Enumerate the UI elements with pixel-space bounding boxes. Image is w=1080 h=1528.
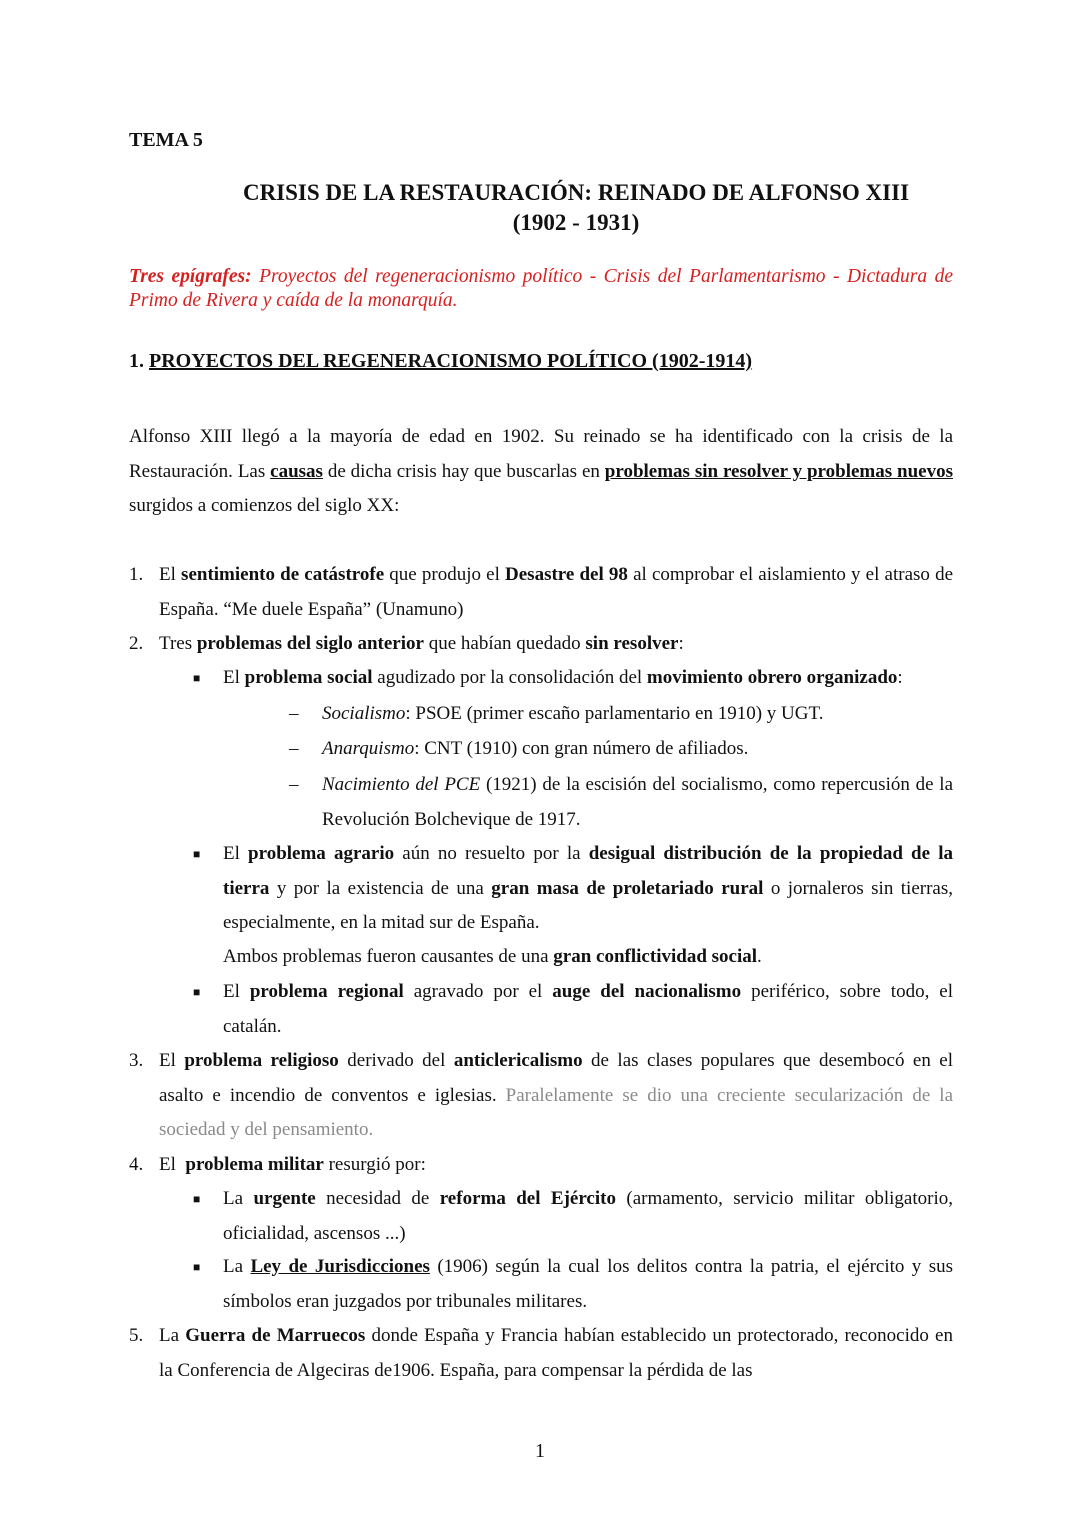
emphasis: problema religioso (184, 1050, 339, 1071)
text: : PSOE (primer escaño parlamentario en 1910) y UGT. (405, 703, 824, 724)
italic-term: Anarquismo (322, 738, 415, 759)
text: donde España y Francia habían establecido un protectorado, reconocido en la Conferencia de Algeciras de1906. España, para compensar la pérdida de las (159, 1325, 953, 1381)
emphasis: movimiento obrero organizado (646, 667, 898, 688)
text: resurgió por: (323, 1154, 426, 1175)
emphasis: problema agrario (248, 843, 395, 864)
emphasis: sentimiento de catástrofe (181, 564, 385, 585)
intro-paragraph (129, 420, 953, 524)
text: : CNT (1910) con gran número de afiliados. (414, 738, 749, 759)
list-item-5 (159, 1319, 953, 1388)
text: (1906) según la cual los delitos contra la patria, el ejército y sus símbolos eran juzgados por tribunales militares. (223, 1256, 954, 1312)
text: que habían quedado (423, 633, 586, 654)
text: o jornaleros sin tierras, especialmente, en la mitad sur de España. (223, 877, 953, 933)
text: surgidos a comienzos del siglo XX: (129, 495, 400, 516)
text: El (223, 981, 250, 1002)
emphasis: gran conflictividad social (553, 946, 758, 967)
text: al comprobar el aislamiento y el atraso de España. “Me duele España” (Unamuno) (159, 564, 954, 620)
text: que produjo el (384, 564, 506, 585)
text: El (159, 564, 182, 585)
emphasis: Desastre del 98 (505, 564, 628, 585)
list-item-1 (159, 558, 953, 627)
bullet-ley (223, 1250, 953, 1319)
text: El (223, 667, 245, 688)
text: El (159, 1154, 186, 1175)
dash-item-socialismo (322, 697, 953, 732)
list-number-4: 4. (129, 1154, 144, 1175)
text: El (159, 1050, 185, 1071)
text: de las clases populares que desembocó en el asalto e incendio de conventos e iglesias. (159, 1050, 953, 1106)
bullet-icon: ■ (193, 1260, 201, 1274)
bullet-urgente (223, 1182, 953, 1251)
topic-number: TEMA 5 (129, 129, 203, 151)
dash-item-anarquismo (322, 732, 953, 767)
bullet-social (223, 661, 953, 696)
dash-icon: – (289, 774, 299, 795)
emphasis: causas (270, 460, 323, 482)
italic-term: Socialismo (322, 703, 406, 724)
list-number-1: 1. (129, 564, 144, 585)
epigraphs-note (129, 265, 953, 313)
text: necesidad de (315, 1188, 440, 1209)
text: La (223, 1256, 251, 1277)
list-item-4 (159, 1148, 953, 1183)
emphasis: Guerra de Marruecos (185, 1325, 366, 1346)
text: La (223, 1188, 254, 1209)
text: La (159, 1325, 186, 1346)
emphasis: urgente (253, 1188, 316, 1209)
dash-icon: – (289, 738, 299, 759)
list-item-2 (159, 627, 953, 662)
dash-icon: – (289, 703, 299, 724)
list-number-2: 2. (129, 633, 144, 654)
text: : (678, 633, 684, 654)
bullet-icon: ■ (193, 985, 201, 999)
title-line-2: (1902 - 1931) (512, 210, 640, 235)
emphasis: desigual distribución de la propiedad de la tierra (223, 843, 953, 899)
emphasis: anticlericalismo (453, 1050, 583, 1071)
emphasis: reforma del Ejército (439, 1188, 616, 1209)
emphasis: auge del nacionalismo (552, 981, 742, 1002)
emphasis: problema social (244, 667, 373, 688)
dash-item-pce (322, 768, 953, 837)
emphasis: problema militar (185, 1154, 324, 1175)
emphasis: Ley de Jurisdicciones (250, 1256, 430, 1277)
bullet-icon: ■ (193, 847, 201, 861)
text: periférico, sobre todo, el catalán. (223, 981, 953, 1037)
epigraphs-label: Tres epígrafes: (129, 266, 252, 287)
section-number: 1. (129, 350, 149, 372)
bullet-agrario (223, 837, 953, 941)
emphasis: problema regional (249, 981, 404, 1002)
text: aún no resuelto por la (394, 843, 589, 864)
emphasis: problemas del siglo anterior (196, 633, 424, 654)
grey-text: Paralelamente se dio una creciente secularización de la sociedad y del pensamiento. (159, 1084, 954, 1140)
list-item-3 (159, 1044, 953, 1148)
text: agravado por el (403, 981, 553, 1002)
text: (1921) de la escisión del socialismo, como repercusión de la Revolución Bolchevique de 1917. (322, 774, 953, 830)
text: Alfonso XIII llegó a la mayoría de edad en 1902. Su reinado se ha identificado con la crisis de la Restauración. Las (129, 426, 953, 482)
text: (armamento, servicio militar obligatorio, oficialidad, ascensos ...) (223, 1188, 954, 1244)
section-title: PROYECTOS DEL REGENERACIONISMO POLÍTICO (1902-1914) (149, 350, 753, 372)
text: de dicha crisis hay que buscarlas en (322, 460, 605, 482)
text: Tres (159, 633, 197, 654)
page-number: 1 (535, 1440, 545, 1462)
bullet-regional (223, 975, 953, 1044)
list-number-5: 5. (129, 1325, 144, 1346)
text: agudizado por la consolidación del (372, 667, 647, 688)
bullet-icon: ■ (193, 1192, 201, 1206)
emphasis: gran masa de proletariado rural (491, 877, 764, 899)
text: El (223, 843, 249, 864)
text: : (897, 667, 903, 688)
text: . (757, 946, 762, 967)
title-line-1: CRISIS DE LA RESTAURACIÓN: REINADO DE ALFONSO XIII (242, 180, 910, 205)
text: derivado del (338, 1050, 454, 1071)
section-heading (129, 350, 752, 373)
bullet-icon: ■ (193, 671, 201, 685)
ambos-note (223, 940, 953, 975)
list-number-3: 3. (129, 1050, 144, 1071)
emphasis: problemas sin resolver y problemas nuevos (604, 460, 953, 482)
text: Ambos problemas fueron causantes de una (223, 946, 554, 967)
italic-term: Nacimiento del PCE (322, 774, 481, 795)
emphasis: sin resolver (585, 633, 679, 654)
document-title (129, 178, 1023, 238)
epigraphs-text: Proyectos del regeneracionismo político - Crisis del Parlamentarismo - Dictadura de Primo de Rivera y caída de la monarquía. (129, 266, 953, 311)
text: y por la existencia de una (269, 877, 492, 899)
